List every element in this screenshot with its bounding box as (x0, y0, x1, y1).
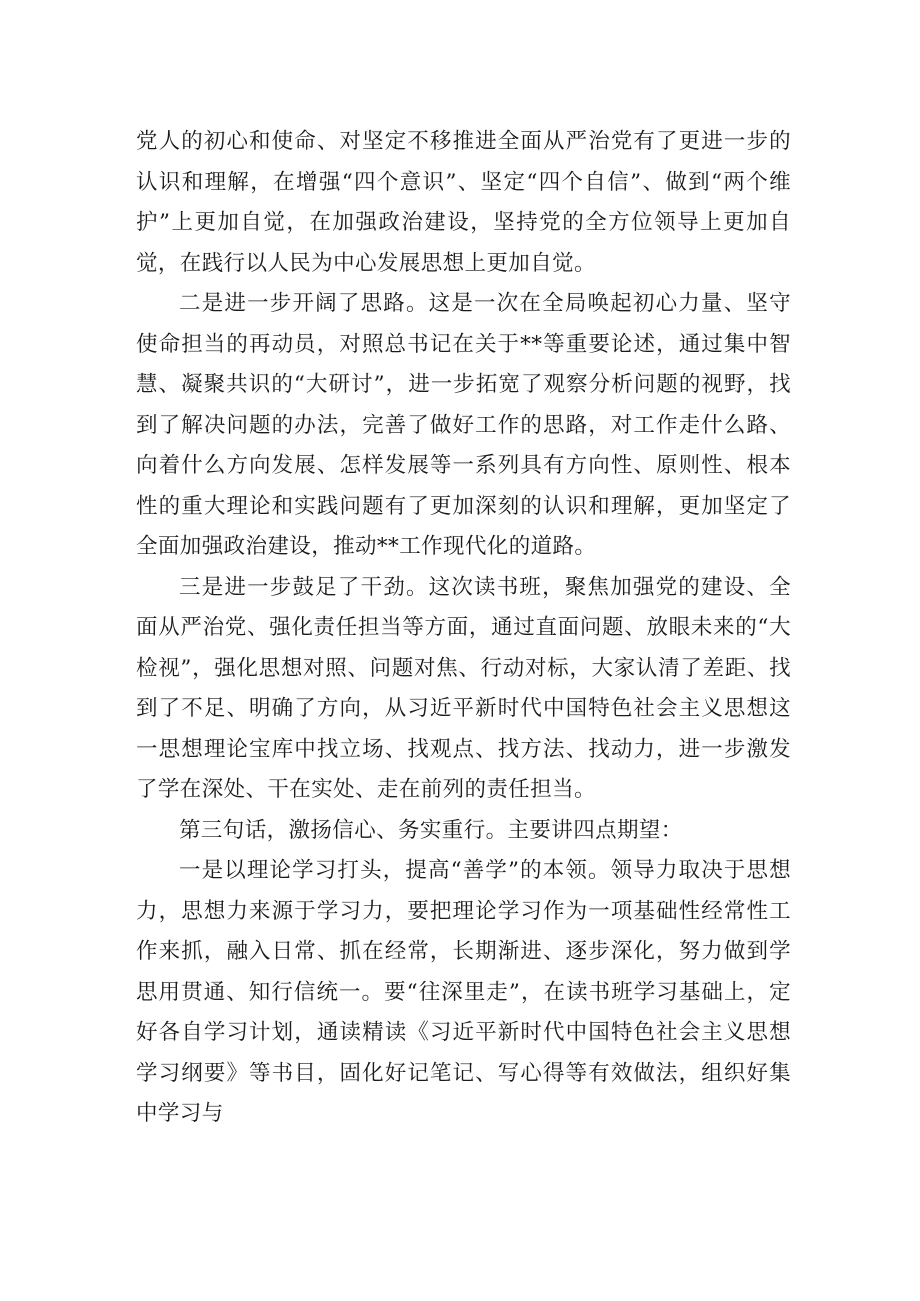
paragraph-theory-study: 一是以理论学习打头，提高“善学”的本领。领导力取决于思想力，思想力来源于学习力，要把理论学习作为一项基础性经常性工作来抓，融入日常、抓在经常，长期渐进、逐步深化，努力做到学思用贯通、知行信统一。要“往深里走”，在读书班学习基础上，定好各自学习计划，通读精读《习近平新时代中国特色社会主义思想学习纲要》等书目，固化好记笔记、写心得等有效做法，组织好集中学习与 (136, 858, 791, 1126)
paragraph-boosted-drive: 三是进一步鼓足了干劲。这次读书班，聚焦加强党的建设、全面从严治党、强化责任担当等方面，通过直面问题、放眼未来的“大检视”，强化思想对照、问题对焦、行动对标，大家认清了差距、找到了不足、明确了方向，从习近平新时代中国特色社会主义思想这一思想理论宝库中找立场、找观点、找方法、找动力，进一步激发了学在深处、干在实处、走在前列的责任担当。 (136, 574, 791, 802)
paragraph-broadened-thinking: 二是进一步开阔了思路。这是一次在全局唤起初心力量、坚守使命担当的再动员，对照总书记在关于**等重要论述，通过集中智慧、凝聚共识的“大研讨”，进一步拓宽了观察分析问题的视野，找到了解决问题的办法，完善了做好工作的思路，对工作走什么路、向着什么方向发展、怎样发展等一系列具有方向性、原则性、根本性的重大理论和实践问题有了更加深刻的认识和理解，更加坚定了全面加强政治建设，推动**工作现代化的道路。 (136, 291, 791, 559)
document-body (136, 122, 791, 1135)
paragraph-continuation: 党人的初心和使命、对坚定不移推进全面从严治党有了更进一步的认识和理解，在增强“四个意识”、坚定“四个自信”、做到“两个维护”上更加自觉，在加强政治建设，坚持党的全方位领导上更加自觉，在践行以人民为中心发展思想上更加自觉。 (136, 129, 791, 276)
paragraph-third-point-heading: 第三句话，激扬信心、务实重行。主要讲四点期望： (179, 817, 683, 843)
